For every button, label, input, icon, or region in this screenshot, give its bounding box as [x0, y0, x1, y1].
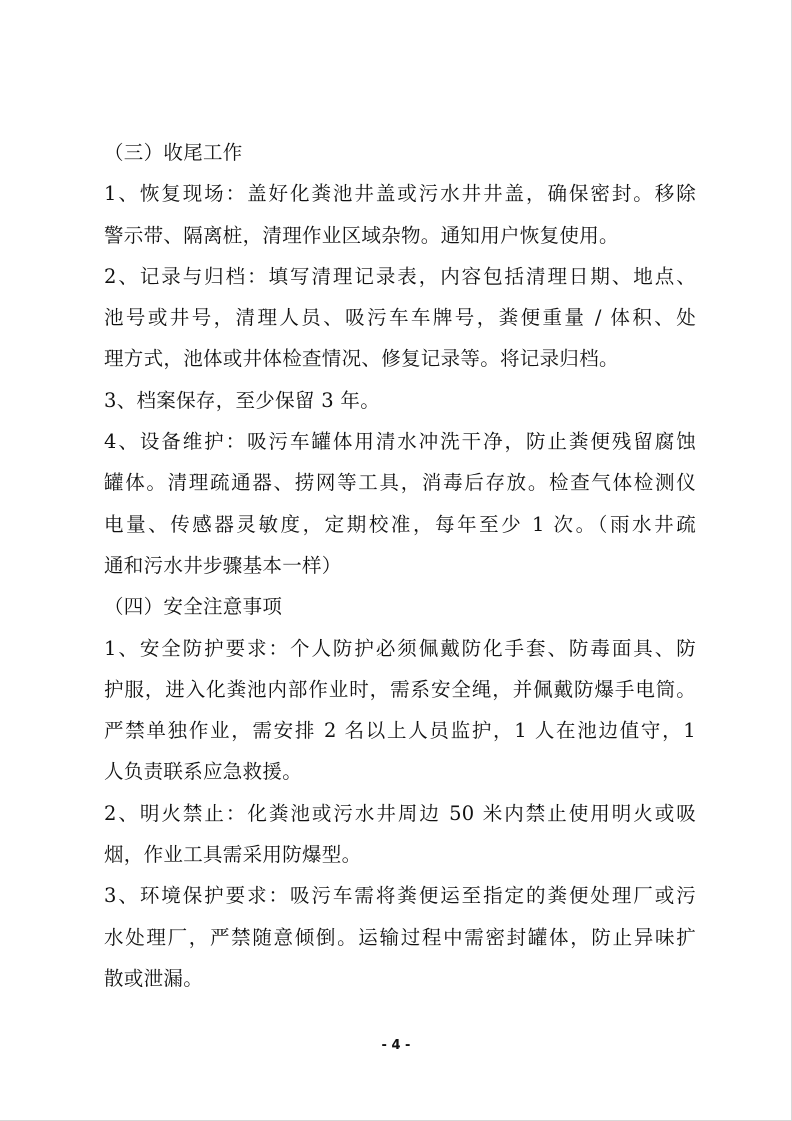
- paragraph-line: 2、明火禁止：化粪池或污水井周边 50 米内禁止使用明火或吸: [104, 801, 696, 825]
- paragraph-line: 池号或井号，清理人员、吸污车车牌号，粪便重量 / 体积、处: [104, 306, 696, 330]
- document-body: [104, 132, 696, 999]
- paragraph-line: 严禁单独作业，需安排 2 名以上人员监护，1 人在池边值守，1: [104, 719, 696, 743]
- paragraph-line: 水处理厂，严禁随意倾倒。运输过程中需密封罐体，防止异味扩: [104, 925, 696, 949]
- paragraph-line: 电量、传感器灵敏度，定期校准，每年至少 1 次。（雨水井疏: [104, 512, 696, 536]
- paragraph-line: 烟，作业工具需采用防爆型。: [104, 843, 362, 867]
- paragraph-line: 通和污水井步骤基本一样）: [104, 553, 342, 577]
- paragraph-line: 4、设备维护：吸污车罐体用清水冲洗干净，防止粪便残留腐蚀: [104, 430, 696, 454]
- section-heading-closing-work: （三）收尾工作: [104, 141, 243, 164]
- paragraph-line: 警示带、隔离桩，清理作业区域杂物。通知用户恢复使用。: [104, 223, 619, 247]
- paragraph-line: 3、档案保存，至少保留 3 年。: [104, 388, 381, 412]
- paragraph-line: 3、环境保护要求：吸污车需将粪便运至指定的粪便处理厂或污: [104, 884, 696, 908]
- paragraph-line: 散或泄漏。: [104, 966, 204, 990]
- page-number: - 4 -: [381, 1038, 411, 1053]
- paragraph-line: 理方式，池体或井体检查情况、修复记录等。将记录归档。: [104, 347, 619, 371]
- paragraph-line: 1、安全防护要求：个人防护必须佩戴防化手套、防毒面具、防: [104, 636, 696, 660]
- paragraph-line: 护服，进入化粪池内部作业时，需系安全绳，并佩戴防爆手电筒。: [104, 677, 696, 701]
- paragraph-line: 人负责联系应急救援。: [104, 760, 303, 784]
- paragraph-line: 1、恢复现场：盖好化粪池井盖或污水井井盖，确保密封。移除: [104, 182, 696, 206]
- section-heading-safety-notes: （四）安全注意事项: [104, 595, 283, 619]
- paragraph-line: 罐体。清理疏通器、捞网等工具，消毒后存放。检查气体检测仪: [104, 471, 696, 495]
- paragraph-line: 2、记录与归档：填写清理记录表，内容包括清理日期、地点、: [104, 264, 696, 288]
